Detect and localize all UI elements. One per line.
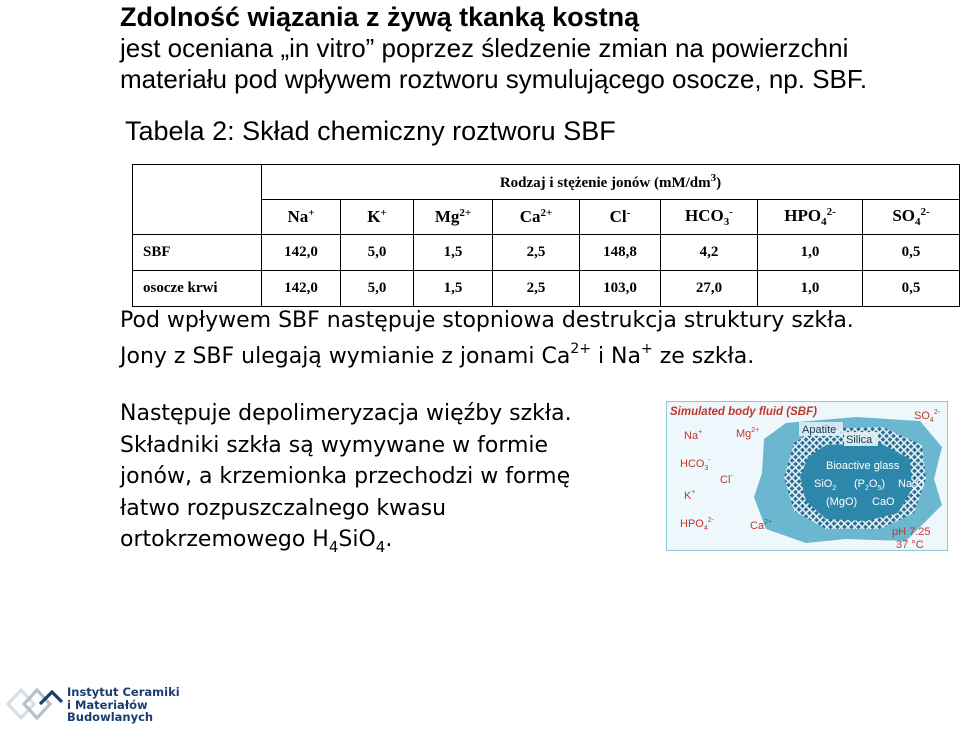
table-cell: 2,5 bbox=[493, 271, 580, 307]
table-cell: 142,0 bbox=[262, 271, 341, 307]
ph-label: pH 7.25 bbox=[892, 526, 931, 538]
table-cell: 1,5 bbox=[414, 271, 493, 307]
intro-line-2: materiału pod wpływem roztworu symulującego osocze, np. SBF. bbox=[120, 64, 868, 94]
table-cell: 5,0 bbox=[341, 235, 414, 271]
apatite-label: Apatite bbox=[802, 424, 837, 436]
glass-title: Bioactive glass bbox=[826, 460, 900, 472]
glass-sio2: SiO$_2$ bbox=[814, 478, 837, 492]
ion-header-cell: Cl- bbox=[580, 200, 661, 235]
table-cell: 27,0 bbox=[661, 271, 758, 307]
logo-line-2: i Materiałów bbox=[67, 697, 148, 712]
ion-cl-label: Cl- bbox=[720, 473, 733, 486]
ion-mg-label: $Mg^{2+}$ bbox=[736, 427, 760, 440]
table-cell: 1,5 bbox=[414, 235, 493, 271]
logo-mark-icon bbox=[8, 690, 62, 718]
ion-hco3-label: $HCO_3^-$ bbox=[680, 457, 711, 472]
sbf-composition-table bbox=[132, 164, 960, 307]
table-cell: 2,5 bbox=[493, 235, 580, 271]
table-cell: 1,0 bbox=[758, 271, 863, 307]
destruction-paragraph bbox=[120, 306, 854, 371]
ion-header-cell: $Ca^{2+}$ bbox=[493, 200, 580, 235]
ion-k-label: K+ bbox=[684, 489, 696, 502]
intro-text bbox=[120, 33, 867, 95]
row-label: osocze krwi bbox=[133, 271, 262, 307]
paragraph-line: łatwo rozpuszczalnego kwasu bbox=[120, 495, 447, 521]
logo-line-1: Instytut Ceramiki bbox=[67, 685, 180, 699]
table-cell: 1,0 bbox=[758, 235, 863, 271]
logo-diamond-2 bbox=[24, 690, 50, 718]
glass-p2o5: $(P_2O_5)$ bbox=[854, 478, 886, 492]
paragraph-line: Następuje depolimeryzacja więźby szkła. bbox=[120, 401, 572, 426]
ion-na-label: Na+ bbox=[684, 429, 703, 442]
table-cell: 4,2 bbox=[661, 235, 758, 271]
diagram-title: Simulated body fluid (SBF) bbox=[670, 406, 817, 418]
row-label: SBF bbox=[133, 235, 262, 271]
table-cell: 148,8 bbox=[580, 235, 661, 271]
glass-cao: CaO bbox=[872, 496, 895, 508]
temperature-label: 37 °C bbox=[896, 539, 924, 551]
depolymerization-paragraph bbox=[120, 398, 572, 564]
sbf-glass-diagram bbox=[666, 401, 948, 551]
glass-na2o: $Na_2O$ bbox=[898, 478, 925, 492]
intro-line-1: jest oceniana „in vitro” poprzez śledzenie zmian na powierzchni bbox=[120, 33, 849, 63]
table-cell: 0,5 bbox=[863, 235, 960, 271]
paragraph-line: ortokrzemowego $H_4SiO_4$. bbox=[120, 527, 393, 556]
table-cell: 142,0 bbox=[262, 235, 341, 271]
glass-mgo: (MgO) bbox=[826, 496, 858, 508]
table-row-sbf bbox=[133, 235, 960, 271]
table-corner-cell bbox=[133, 165, 262, 235]
paragraph-line: Jony z SBF ulegają wymianie z jonami $Ca^{2+}$ i Na+ ze szkła. bbox=[120, 341, 755, 369]
slide-title: Zdolność wiązania z żywą tkanką kostną bbox=[120, 2, 640, 32]
table-row-plasma bbox=[133, 271, 960, 307]
ion-group-header: Rodzaj i stężenie jonów $(mM/dm^3)$ bbox=[262, 165, 960, 200]
paragraph-line: Pod wpływem SBF następuje stopniowa destrukcja struktury szkła. bbox=[120, 308, 854, 333]
ion-header-cell: $Mg^{2+}$ bbox=[414, 200, 493, 235]
ion-header-cell: Na+ bbox=[262, 200, 341, 235]
table-header-row bbox=[133, 165, 960, 200]
ion-hpo4-label: $HPO_4^{2-}$ bbox=[680, 517, 714, 532]
table-cell: 103,0 bbox=[580, 271, 661, 307]
logo-line-3: Budowlanych bbox=[67, 710, 154, 724]
ion-so4-label: $SO_4^{2-}$ bbox=[914, 409, 941, 424]
silica-label: Silica bbox=[846, 434, 873, 446]
ion-header-cell: $HCO_3^-$ bbox=[661, 200, 758, 235]
paragraph-line: Składniki szkła są wymywane w formie bbox=[120, 432, 549, 458]
ion-header-cell: $SO_4^{2-}$ bbox=[863, 200, 960, 235]
table-cell: 5,0 bbox=[341, 271, 414, 307]
ion-header-cell: $HPO_4^{2-}$ bbox=[758, 200, 863, 235]
logo-text bbox=[67, 686, 180, 724]
paragraph-line: jonów, a krzemionka przechodzi w formę bbox=[120, 464, 571, 489]
ion-header-cell: K+ bbox=[341, 200, 414, 235]
ion-ca-label: $Ca^{2+}$ bbox=[750, 519, 773, 532]
table-caption: Tabela 2: Skład chemiczny roztworu SBF bbox=[125, 116, 616, 146]
logo-diamond-1 bbox=[8, 690, 34, 718]
table-cell: 0,5 bbox=[863, 271, 960, 307]
